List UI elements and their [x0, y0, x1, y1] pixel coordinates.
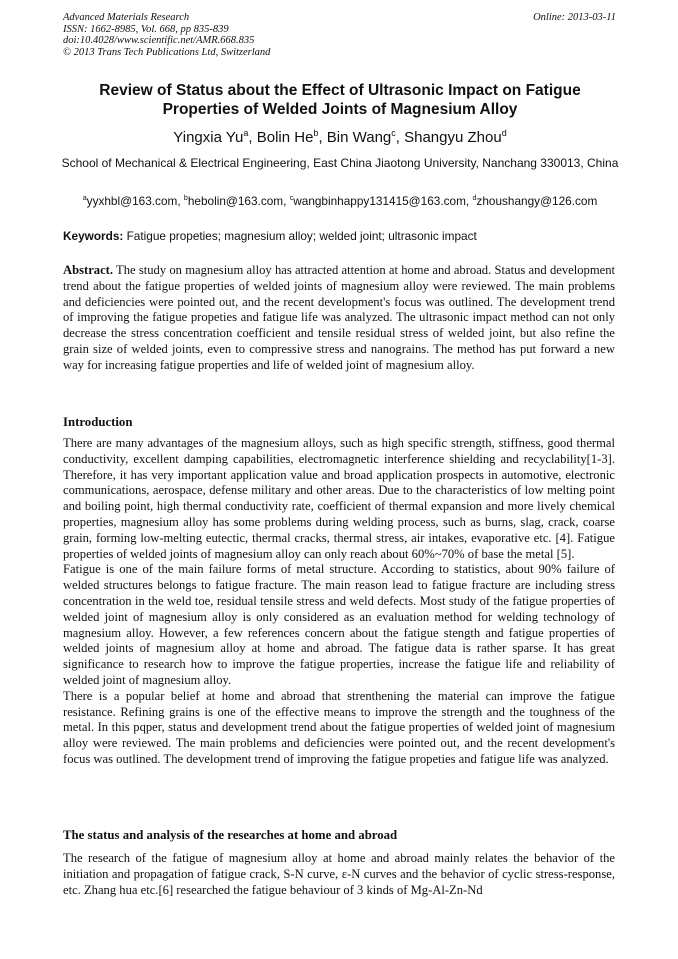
journal-metadata — [63, 12, 270, 58]
section-heading-introduction: Introduction — [63, 415, 133, 429]
keywords-label: Keywords: — [63, 229, 124, 243]
journal-name: Advanced Materials Research — [63, 12, 190, 23]
keywords-text: Fatigue propeties; magnesium alloy; welded joint; ultrasonic impact — [126, 229, 477, 243]
status-body — [63, 851, 615, 898]
paragraph: There is a popular belief at home and abroad that strenthening the material can improve the fatigue resistance. Refining grains is one of the effective means to improve the strength and the toughness of the metal. In this pqper, status and development trend about the fatigue properties of welded joint of magnesium alloy were reviewed. The main problems and deficiencies were pointed out, and the recent development's focus was outlined. The development trend of improving the fatigue propeties and fatigue life was analyzed. — [63, 688, 615, 766]
abstract — [63, 263, 615, 374]
email: $^c$wangbinhappy131415@163.com, — [289, 194, 473, 208]
copyright-line: © 2013 Trans Tech Publications Ltd, Switzerland — [63, 46, 271, 58]
author: Yingxia Yu$^a$, — [173, 128, 257, 146]
paper-title: Review of Status about the Effect of Ultrasonic Impact on Fatigue Properties of Welded Joints of Magnesium Alloy — [99, 82, 581, 118]
author: Shangyu Zhou$^d$ — [404, 128, 507, 146]
paragraph: Fatigue is one of the main failure forms of metal structure. According to statistics, about 90% failure of welded structures belongs to fatigue fracture. The main reason lead to fatigue fracture are including stress concentration in the weld toe, residual tensile stress and weld defects. Most study of the fatigue properties of welded joint of magnesium alloy is only considered as an evaluation method for welding technology of magnesium alloy. However, a few references concern about the fatigue stength and fatigue properties of welded joints of magnesium alloy at home and abroad. The fatigue data is rather sparse. It has great significance to research how to improve the fatigue properties, increase the fatigue life and reliability of welded joint of magnesium alloy. — [63, 562, 615, 687]
abstract-text: The study on magnesium alloy has attracted attention at home and abroad. Status and development trend about the fatigue properties of welded joints of magnesium alloy were reviewed. The main problems and deficiencies were pointed out, and the recent development's focus was outlined. The development trend of improving the fatigue propeties and fatigue life was analyzed. The ultrasonic impact method can not only decrease the stress concentration coefficient and tensile residual stress of welded joint, but also refine the grain size of welded joints, even to compressive stress and nanograins. The method has put forward a new way for increasing fatigue properties and life of welded joint of magnesium alloy. — [63, 263, 615, 372]
doi-line: doi:10.4028/www.scientific.net/AMR.668.835 — [63, 35, 255, 46]
introduction-body — [63, 436, 615, 768]
keywords — [63, 229, 477, 243]
issn-line: ISSN: 1662-8985, Vol. 668, pp 835-839 — [63, 23, 229, 35]
email-list — [60, 193, 620, 209]
paragraph: There are many advantages of the magnesium alloys, such as high specific strength, stiffness, good thermal conductivity, excellent damping capabilities, electromagnetic interference shielding and recyclability[1-3]. Therefore, it has very important application value and broad application prospects in automotive, electronic communications, aerospace, defense military and other areas. Due to the characteristics of low melting point and boiling point, high thermal conductivity rate, coefficient of thermal expansion and more lively chemical properties, magnesium alloy has some problems during welding process, such as burns, slag, crack, coarse grain, forming low-melting eutectic, thermal cracks, thermal stress, air intakes, evaporative etc. [4]. Fatigue properties of welded joints of magnesium alloy can only reach about 60%~70% of base the metal [5]. — [63, 436, 615, 561]
email: $^a$yyxhbl@163.com, — [82, 194, 184, 208]
section-heading-status: The status and analysis of the researches at home and abroad — [63, 828, 398, 842]
email: $^d$zhoushangy@126.com — [472, 194, 598, 208]
abstract-label: Abstract. — [63, 263, 114, 277]
affiliation: School of Mechanical & Electrical Engineering, East China Jiaotong University, Nanchang 330013, China — [61, 156, 619, 170]
paragraph: The research of the fatigue of magnesium alloy at home and abroad mainly relates the behavior of the initiation and propagation of fatigue crack, S-N curve, ε-N curves and the behavior of cyclic stress-response, etc. Zhang hua etc.[6] researched the fatigue behaviour of 3 kinds of Mg-Al-Zn-Nd — [63, 851, 615, 897]
author: Bolin He$^b$, — [256, 128, 327, 146]
author-list — [60, 129, 620, 147]
online-date: Online: 2013-03-11 — [533, 12, 616, 23]
author: Bin Wang$^c$, — [326, 128, 405, 146]
email: $^b$hebolin@163.com, — [183, 194, 290, 208]
